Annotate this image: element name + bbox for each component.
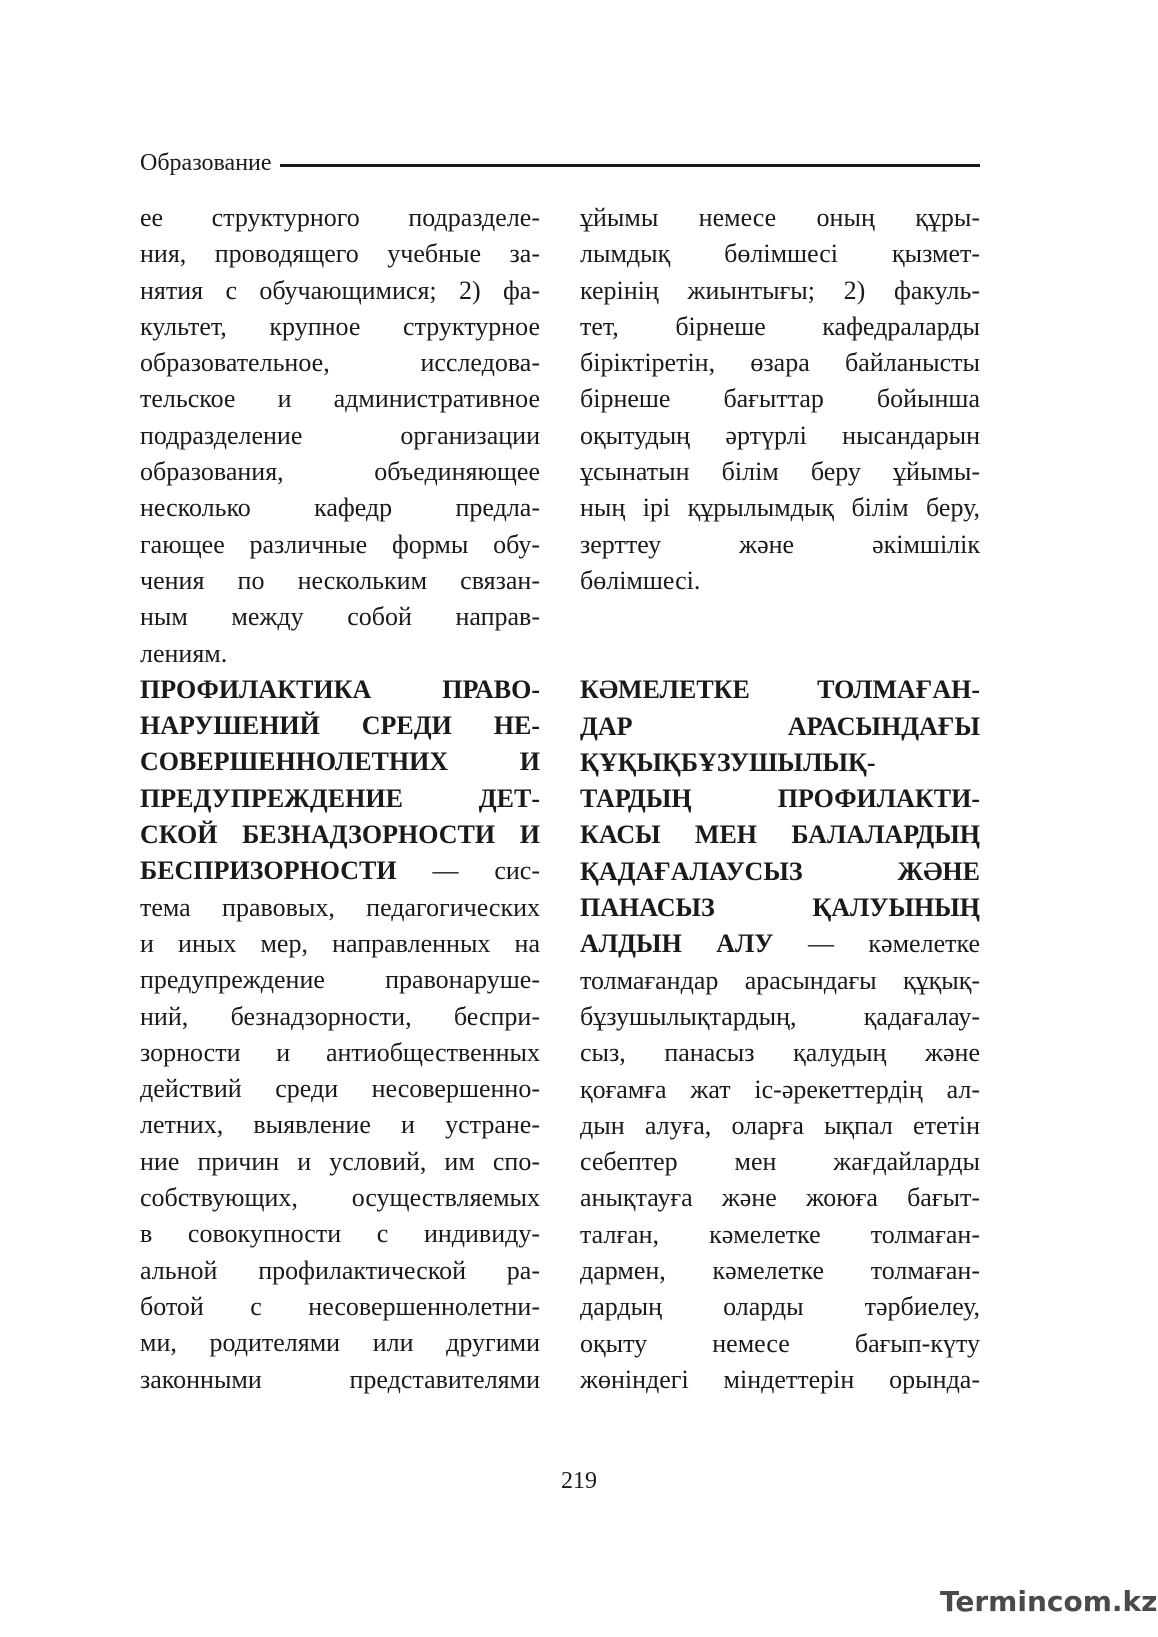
term-heading-text: КӘМЕЛЕТКЕ ТОЛМАҒАН- [580,675,980,705]
term-heading-text: НАРУШЕНИЙ СРЕДИ НЕ- [140,711,540,741]
page-number: 219 [561,1468,597,1494]
term-heading-text: ҚАДАҒАЛАУСЫЗ ЖӘНЕ [580,856,980,886]
line-text: толмағандар арасындағы құқық- [580,965,980,995]
line-text: керінің жиынтығы; 2) факуль- [580,275,980,305]
line-text: несколько кафедр предла- [140,493,540,523]
line-text: в совокупности с индивиду- [140,1219,540,1249]
text-line [580,273,980,309]
text-line [140,1144,540,1180]
text-line [580,963,980,999]
section-title: Образование [140,149,272,176]
text-line [140,490,540,526]
text-line [580,999,980,1035]
entry-gap [580,599,980,672]
term-heading-line [140,781,540,817]
text-line [140,1107,540,1143]
text-line [580,200,980,236]
text-line [580,1217,980,1253]
term-heading-text: ПРОФИЛАКТИКА ПРАВО- [140,674,540,704]
line-text: зорности и антиобщественных [140,1037,540,1067]
line-text: лымдық бөлімшесі қызмет- [580,239,980,269]
term-heading-text: ПРЕДУПРЕЖДЕНИЕ ДЕТ- [140,783,540,813]
text-line [580,527,980,563]
line-text: талған, кәмелетке толмаған- [580,1219,980,1249]
text-line [140,1035,540,1071]
term-heading-line [580,890,980,926]
line-text: қоғамға жат іс-әрекеттердің ал- [580,1074,980,1104]
term-heading-text: ТАРДЫҢ ПРОФИЛАКТИ- [580,784,980,814]
term-heading-line [580,672,980,708]
watermark-logo [940,1585,1157,1618]
line-text: ным между собой направ- [140,602,540,632]
line-text: бұзушылықтардың, қадағалау- [580,1001,980,1031]
line-text: ния, проводящего учебные за- [140,239,540,269]
text-line [140,454,540,490]
term-heading-text: ҚҰҚЫҚБҰЗУШЫЛЫҚ- [580,747,876,777]
text-line [140,1071,540,1107]
text-line [580,418,980,454]
text-line [580,1180,980,1216]
text-line [580,563,980,599]
header-rule [280,164,980,167]
text-line [580,1108,980,1144]
term-heading-text: ПАНАСЫЗ ҚАЛУЫНЫҢ [580,893,980,923]
line-text: альной профилактической ра- [140,1255,540,1285]
text-line [140,273,540,309]
text-line [580,1289,980,1325]
line-text: тельское и административное [140,384,540,414]
text-line [140,1362,540,1398]
text-line [140,418,540,454]
term-heading-line [580,745,980,781]
term-heading-line [140,853,540,889]
text-line [140,926,540,962]
term-heading-line [580,781,980,817]
line-text: ботой с несовершеннолетни- [140,1291,540,1321]
term-heading-line [140,672,540,708]
line-text: дардың оларды тәрбиелеу, [580,1292,980,1322]
text-line [140,999,540,1035]
line-text: дармен, кәмелетке толмаған- [580,1256,980,1286]
line-text: тема правовых, педагогических [140,892,540,922]
text-line [580,490,980,526]
line-text: чения по нескольким связан- [140,565,540,595]
term-heading-text: КАСЫ МЕН БАЛАЛАРДЫҢ [580,820,980,850]
text-line [580,1144,980,1180]
line-text: летних, выявление и устране- [140,1110,540,1140]
right-column [580,200,980,1398]
text-line [580,1253,980,1289]
text-line [140,962,540,998]
line-text: ний, безнадзорности, беспри- [140,1001,540,1031]
text-line [140,236,540,272]
line-text: культет, крупное структурное [140,311,540,341]
line-text: подразделение организации [140,420,540,450]
text-line [140,200,540,236]
line-text: біріктіретін, өзара байланысты [580,348,980,378]
text-line [140,1216,540,1252]
term-heading-text: СОВЕРШЕННОЛЕТНИХ И [140,747,540,777]
line-text: действий среди несовершенно- [140,1074,540,1104]
text-line [140,309,540,345]
line-text: образования, объединяющее [140,457,540,487]
line-text: предупреждение правонаруше- [140,965,540,995]
term-heading-line [580,817,980,853]
term-heading-text: АЛДЫН АЛУ [580,929,774,959]
text-line [140,636,540,672]
text-line [580,1072,980,1108]
line-text: бірнеше бағыттар бойынша [580,384,980,414]
text-line [140,527,540,563]
line-text: законными представителями [140,1364,540,1394]
term-heading-line [580,854,980,890]
left-column [140,200,540,1398]
line-text: образовательное, исследова- [140,348,540,378]
line-text: ние причин и условий, им спо- [140,1146,540,1176]
text-line [580,381,980,417]
text-line [140,1325,540,1361]
term-heading-line [580,709,980,745]
term-heading-text: СКОЙ БЕЗНАДЗОРНОСТИ И [140,820,540,850]
text-line [140,345,540,381]
line-text: тет, бірнеше кафедраларды [580,311,980,341]
line-text: бөлімшесі. [580,565,701,595]
text-line [140,890,540,926]
text-line [140,599,540,635]
line-text: ның ірі құрылымдық білім беру, [580,493,980,523]
line-text: оқытудың әртүрлі нысандарын [580,420,980,450]
line-text: ұсынатын білім беру ұйымы- [580,457,980,487]
line-text: и иных мер, направленных на [140,928,540,958]
text-line [140,381,540,417]
text-line [140,1289,540,1325]
line-text: оқыту немесе бағып-күту [580,1328,980,1358]
text-line [580,236,980,272]
term-heading-line [140,817,540,853]
text-line [580,309,980,345]
line-text: дын алуға, оларға ықпал ететін [580,1110,980,1140]
term-heading-line [140,744,540,780]
text-line [140,1180,540,1216]
line-text: анықтауға және жоюға бағыт- [580,1183,980,1213]
line-text: сыз, панасыз қалудың және [580,1038,980,1068]
definition-start-text: — кәмелетке [773,929,980,959]
line-text: лениям. [140,638,228,668]
line-text: ұйымы немесе оның құры- [580,203,980,232]
text-line [580,454,980,490]
text-line [580,1035,980,1071]
text-line [580,345,980,381]
line-text: собствующих, осуществляемых [140,1183,540,1213]
text-line [140,563,540,599]
line-text: гающее различные формы обу- [140,529,540,559]
line-text: нятия с обучающимися; 2) фа- [140,275,540,305]
line-text: жөніндегі міндеттерін орында- [580,1364,980,1394]
line-text: ми, родителями или другими [140,1328,540,1358]
term-heading-text: ДАР АРАСЫНДАҒЫ [580,711,980,741]
text-line [140,1253,540,1289]
definition-start-text: — сис- [396,856,540,886]
text-line [580,1326,980,1362]
watermark-text: Termincom.kz [940,1585,1158,1618]
line-text: зерттеу және әкімшілік [580,529,980,559]
line-text: ее структурного подразделе- [140,203,540,232]
term-heading-line [580,926,980,962]
text-line [580,1362,980,1398]
term-heading-text: БЕСПРИЗОРНОСТИ [140,856,397,886]
running-header [140,145,980,181]
line-text: себептер мен жағдайларды [580,1147,980,1177]
term-heading-line [140,708,540,744]
